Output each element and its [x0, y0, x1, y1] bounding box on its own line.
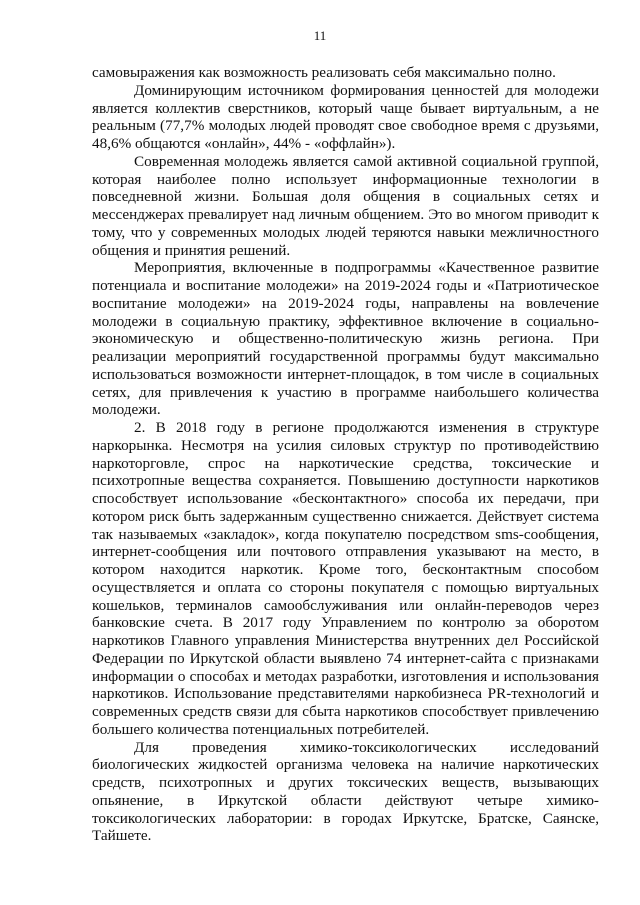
paragraph-continuation: самовыражения как возможность реализовать себя максимально полно. [92, 64, 556, 81]
paragraph-social-group: Современная молодежь является самой активной социальной группой, которая наиболее полно использует информационные технологии в повседневной жизни. Большая доля общения в социальных сетях и мессенджерах превалирует над личным общением. Это во многом приводит к тому, что у современных молодых людей теряются навыки межличностного общения и принятия решений. [92, 152, 599, 259]
page-number: 11 [313, 28, 327, 43]
paragraph-youth-values: Доминирующим источником формирования ценностей для молодежи является коллектив сверстников, который чаще бывает виртуальным, а не реальным (77,7% молодых людей проводят свое свободное время с друзьями, 48,6% общаются «онлайн», 44% - «оффлайн»). [92, 81, 599, 152]
paragraph-subprograms: Мероприятия, включенные в подпрограммы «Качественное развитие потенциала и воспитание молодежи» на 2019-2024 годы и «Патриотическое воспитание молодежи» на 2019-2024 годы, направлены на вовлечение молодежи в социальную практику, эффективное включение в социально-экономическую и общественно-политическую жизнь региона. При реализации мероприятий государственной программы будут максимально использоваться возможности интернет-площадок, в том числе в социальных сетях, для привлечения к участию в программе наибольшего количества молодежи. [92, 259, 599, 419]
paragraph-laboratories: Для проведения химико-токсикологических исследований биологических жидкостей организма человека на наличие наркотических средств, психотропных и других токсических веществ, вызывающих опьянение, в Иркутской области действуют четыре химико-токсикологических лаборатории: в городах Иркутске, Братске, Саянске, Тайшете. [92, 738, 599, 845]
paragraph-drug-market: 2. В 2018 году в регионе продолжаются изменения в структуре наркорынка. Несмотря на усилия силовых структур по противодействию наркоторговле, спрос на наркотические средства, токсические и психотропные вещества сохраняется. Повышению доступности наркотиков способствует использование «бесконтактного» способа их передачи, при котором риск быть задержанным существенно снижается. Действует система так называемых «закладок», когда покупателю посредством sms-сообщения, интернет-сообщения или почтового отправления указывают на место, в котором находится наркотик. Кроме того, бесконтактным способом осуществляется и оплата со стороны покупателя с помощью виртуальных кошельков, терминалов самообслуживания или онлайн-переводов через банковские счета. В 2017 году Управлением по контролю за оборотом наркотиков Главного управления Министерства внутренних дел Российской Федерации по Иркутской области выявлено 74 интернет-сайта с признаками информации о способах и методах разработки, изготовления и использования наркотиков. Использование представителями наркобизнеса PR-технологий и современных средств связи для сбыта наркотиков способствует привлечению большего количества потенциальных потребителей. [92, 419, 599, 738]
document-body [92, 64, 599, 845]
